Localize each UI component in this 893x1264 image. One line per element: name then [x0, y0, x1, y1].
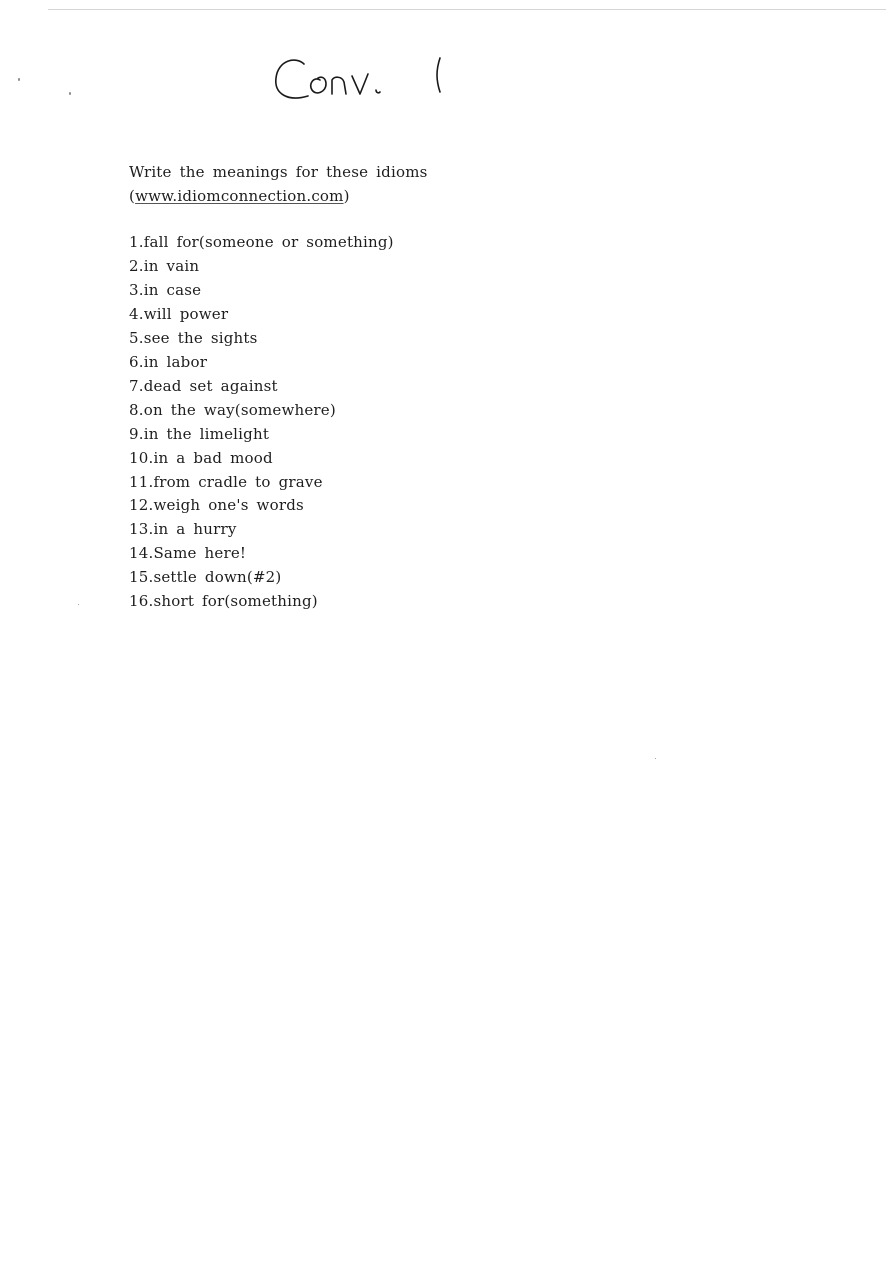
idiom-item: 7.dead set against — [129, 376, 278, 395]
worksheet — [129, 160, 729, 614]
idiom-item: 5.see the sights — [129, 328, 258, 347]
paren-close: ) — [343, 187, 350, 205]
idiom-item: 16.short for(something) — [129, 592, 318, 611]
scan-speck — [69, 92, 71, 95]
instruction-text — [129, 160, 729, 208]
idiom-item: 9.in the limelight — [129, 424, 270, 443]
handwritten-note — [268, 50, 458, 112]
idiom-item: 15.settle down(#2) — [129, 568, 282, 587]
idiom-item: 14.Same here! — [129, 544, 247, 563]
idiom-item: 4.will power — [129, 304, 229, 323]
paren-open: ( — [129, 187, 136, 205]
instruction-line: Write the meanings for these idioms — [129, 163, 428, 181]
source-link[interactable]: www.idiomconnection.com — [135, 187, 344, 205]
idiom-item: 2.in vain — [129, 256, 200, 275]
scan-edge-line — [48, 9, 886, 10]
idiom-item: 8.on the way(somewhere) — [129, 400, 336, 419]
idiom-item: 12.weigh one's words — [129, 496, 304, 515]
scan-speck — [18, 78, 20, 81]
scan-speck — [78, 604, 79, 605]
idiom-item: 11.from cradle to grave — [129, 472, 323, 491]
idiom-item: 10.in a bad mood — [129, 448, 273, 467]
idiom-item: 6.in labor — [129, 352, 208, 371]
scan-speck — [655, 758, 656, 759]
idiom-item: 3.in case — [129, 280, 202, 299]
idiom-list — [129, 231, 729, 614]
idiom-item: 1.fall for(someone or something) — [129, 233, 394, 251]
idiom-item: 13.in a hurry — [129, 520, 237, 539]
